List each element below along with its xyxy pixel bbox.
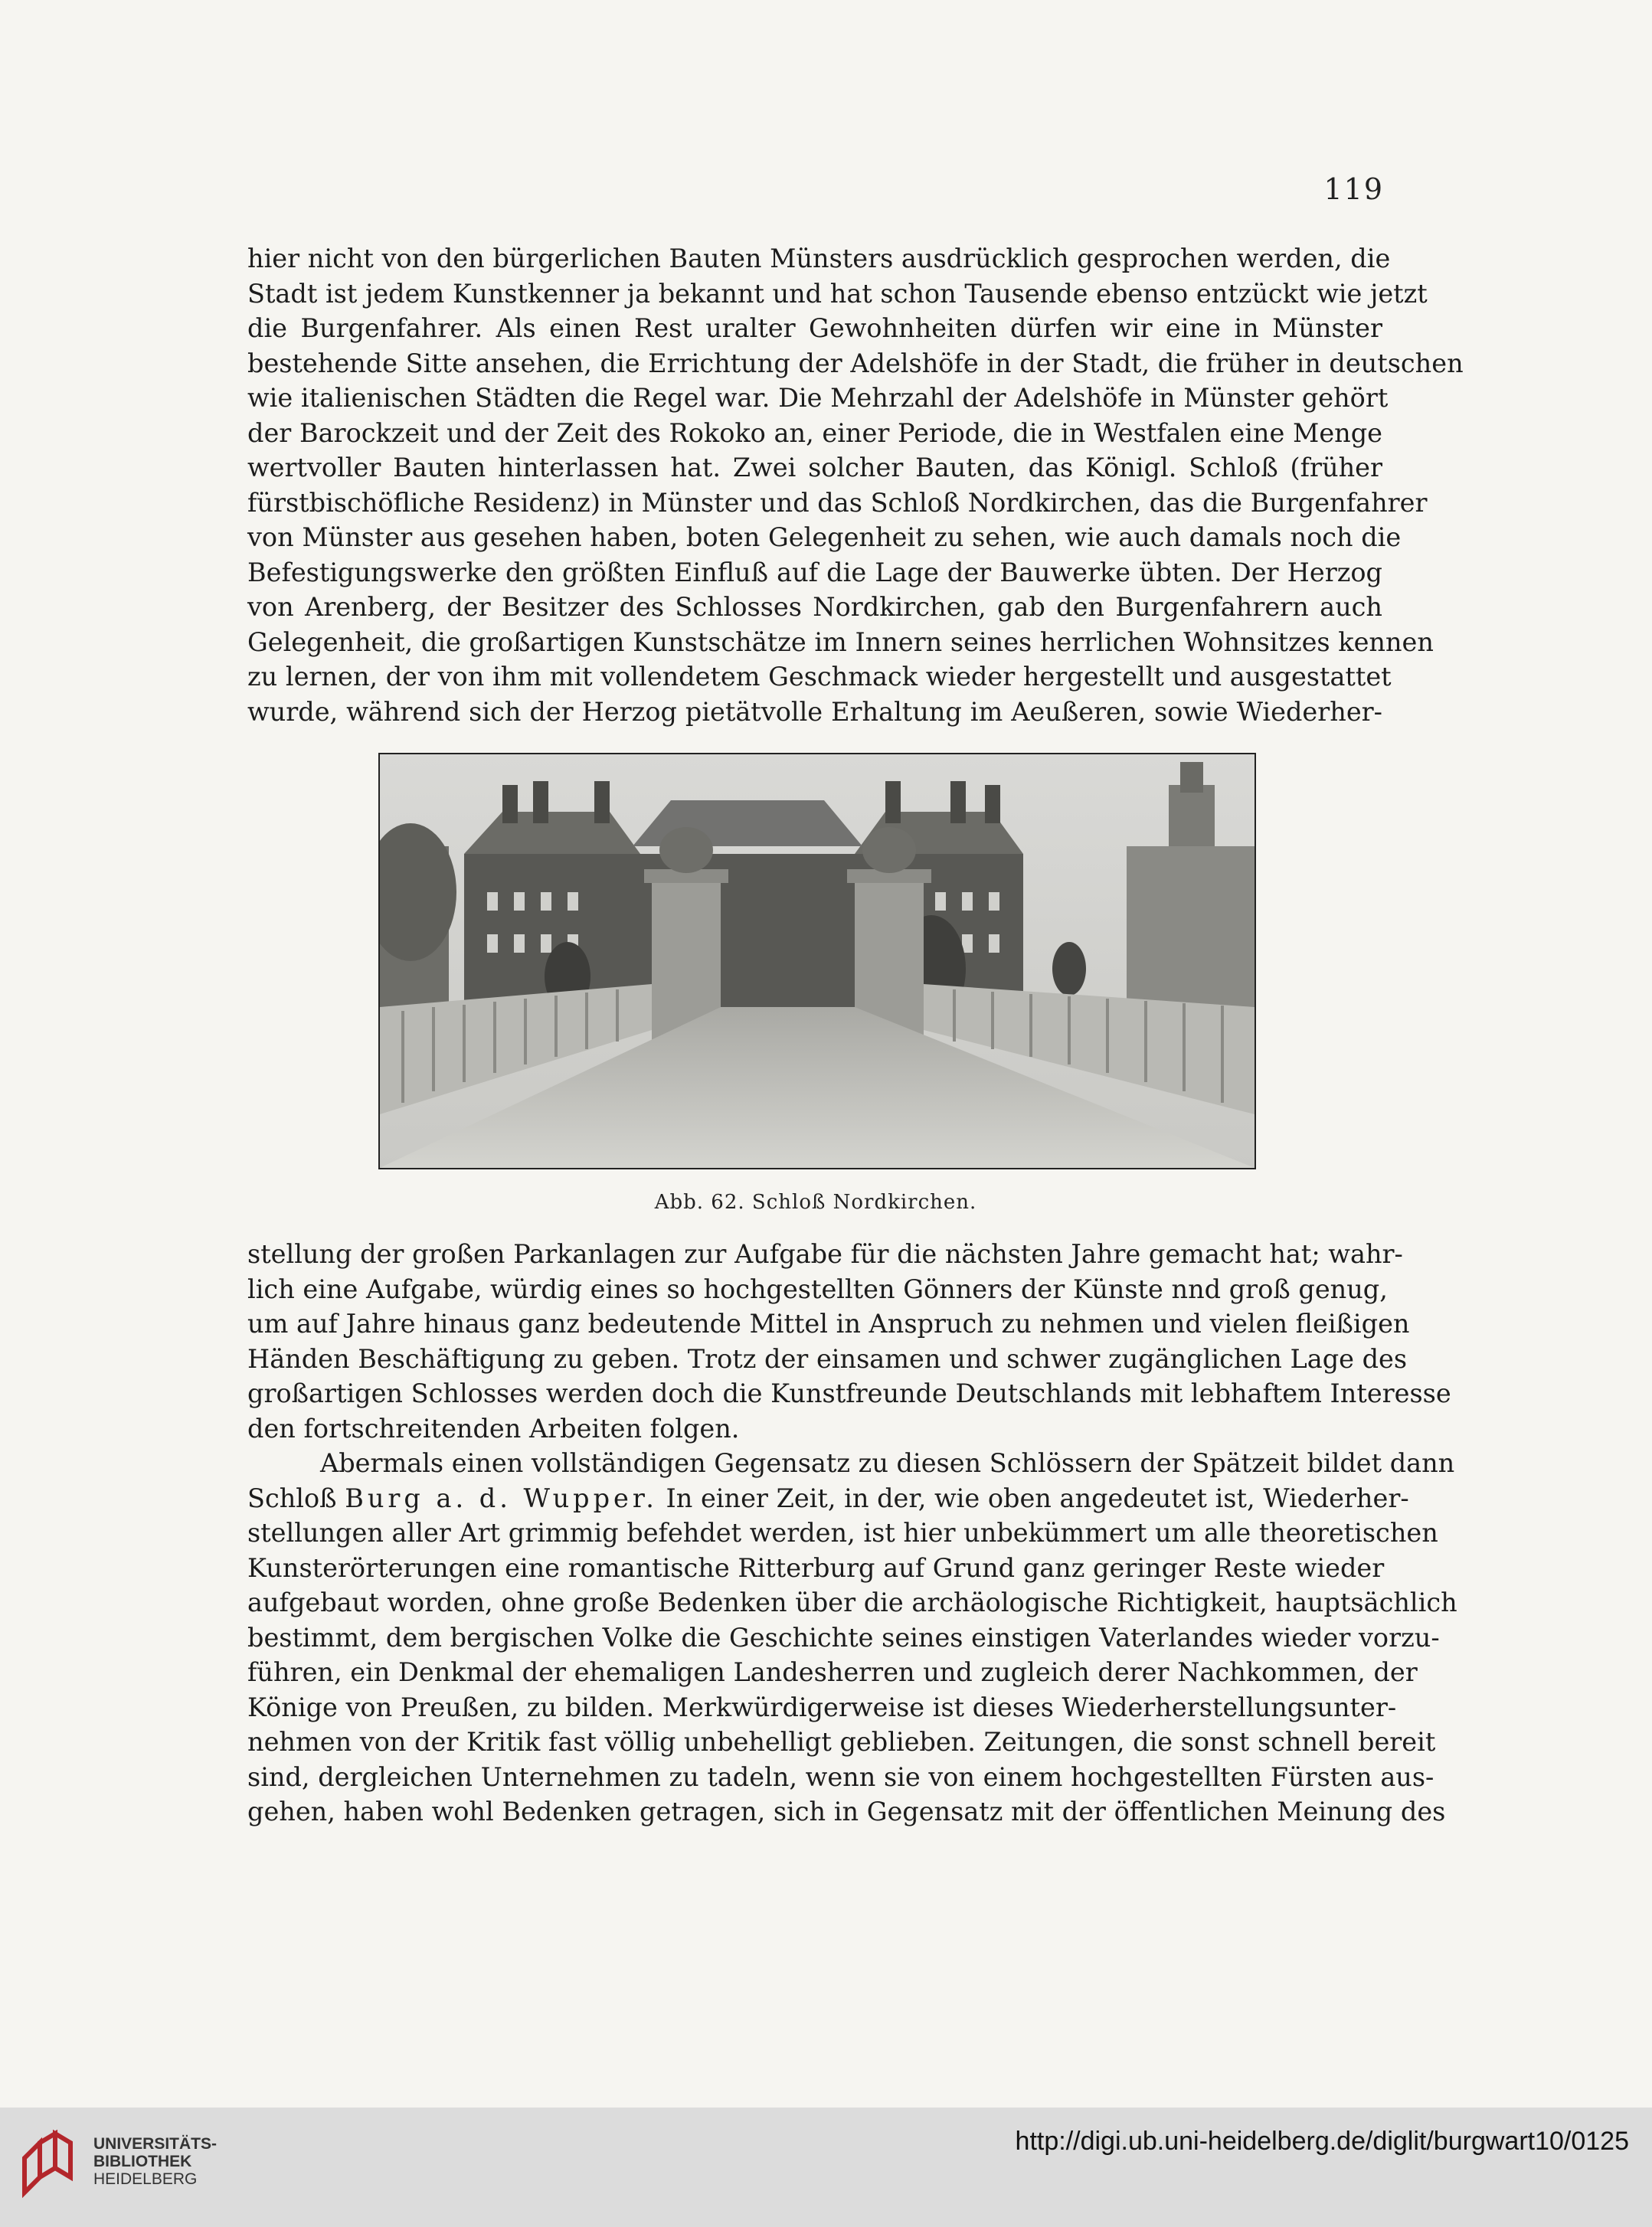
text-line: bestehende Sitte ansehen, die Errichtung der Adelshöfe in der Stadt, die früher in deutschen bbox=[247, 348, 1464, 378]
text-line: Stadt ist jedem Kunstkenner ja bekannt und hat schon Tausende ebenso entzückt wie jetzt bbox=[247, 278, 1428, 309]
text-line: stellungen aller Art grimmig befehdet werden, ist hier unbekümmert um alle theoretischen bbox=[247, 1518, 1438, 1548]
text-line: von Münster aus gesehen haben, boten Gelegenheit zu sehen, wie auch damals noch die bbox=[247, 522, 1402, 552]
text-segment: In einer Zeit, in der, wie oben angedeutet ist, Wiederher- bbox=[657, 1483, 1409, 1513]
library-logo-text bbox=[93, 2135, 217, 2188]
text-line: wie italienischen Städten die Regel war. Die Mehrzahl der Adelshöfe in Münster gehört bbox=[247, 383, 1389, 413]
paragraph-lower bbox=[247, 1237, 1457, 1830]
text-line: den fortschreitenden Arbeiten folgen. bbox=[247, 1413, 740, 1444]
page-number: 119 bbox=[1323, 172, 1384, 206]
text-line: fürstbischöfliche Residenz) in Münster und das Schloß Nordkirchen, das die Burgenfahrer bbox=[247, 487, 1428, 518]
text-line: großartigen Schlosses werden doch die Kunstfreunde Deutschlands mit lebhaftem Interesse bbox=[247, 1378, 1451, 1408]
footer-bar bbox=[0, 2108, 1652, 2227]
text-line: Könige von Preußen, zu bilden. Merkwürdigerweise ist dieses Wiederherstellungsunter- bbox=[247, 1692, 1397, 1722]
paragraph-upper bbox=[247, 241, 1464, 729]
text-line: der Barockzeit und der Zeit des Rokoko an, einer Periode, die in Westfalen eine Menge bbox=[247, 417, 1382, 448]
text-segment: Schloß bbox=[247, 1483, 345, 1513]
logo-line: BIBLIOTHEK bbox=[93, 2153, 192, 2170]
text-line: Händen Beschäftigung zu geben. Trotz der einsamen und schwer zugänglichen Lage des bbox=[247, 1343, 1408, 1374]
spaced-place-name: Burg a. d. Wupper. bbox=[345, 1483, 658, 1513]
permalink-url[interactable]: http://digi.ub.uni-heidelberg.de/diglit/burgwart10/0125 bbox=[1015, 2127, 1629, 2156]
text-line: sind, dergleichen Unternehmen zu tadeln, wenn sie von einem hochgestellten Fürsten aus- bbox=[247, 1761, 1434, 1792]
text-line-with-spaced-name bbox=[247, 1481, 1409, 1516]
library-logo-icon[interactable] bbox=[17, 2127, 78, 2204]
text-line: zu lernen, der von ihm mit vollendetem Geschmack wieder hergestellt und ausgestattet bbox=[247, 662, 1392, 692]
text-line: hier nicht von den bürgerlichen Bauten Münsters ausdrücklich gesprochen werden, die bbox=[247, 244, 1391, 273]
text-line: die Burgenfahrer. Als einen Rest uralter Gewohnheiten dürfen wir eine in Münster bbox=[247, 313, 1382, 343]
text-line: lich eine Aufgabe, würdig eines so hochgestellten Gönners der Künste nnd groß genug, bbox=[247, 1274, 1388, 1304]
figure-caption: Abb. 62. Schloß Nordkirchen. bbox=[654, 1191, 977, 1214]
logo-line: UNIVERSITÄTS- bbox=[93, 2135, 218, 2153]
text-line: Befestigungswerke den größten Einfluß auf die Lage der Bauwerke übten. Der Herzog bbox=[247, 557, 1382, 587]
text-line: wertvoller Bauten hinterlassen hat. Zwei solcher Bauten, das Königl. Schloß (früher bbox=[247, 453, 1382, 482]
text-line: führen, ein Denkmal der ehemaligen Landesherren und zugleich derer Nachkommen, der bbox=[247, 1657, 1418, 1687]
text-line: stellung der großen Parkanlagen zur Aufgabe für die nächsten Jahre gemacht hat; wahr- bbox=[247, 1239, 1403, 1269]
text-line: von Arenberg, der Besitzer des Schlosses Nordkirchen, gab den Burgenfahrern auch bbox=[247, 592, 1382, 622]
castle-photo-image bbox=[380, 754, 1255, 1168]
figure-photo-schloss bbox=[378, 753, 1256, 1169]
text-line: aufgebaut worden, ohne große Bedenken über die archäologische Richtigkeit, hauptsächlich bbox=[247, 1588, 1457, 1617]
text-line: um auf Jahre hinaus ganz bedeutende Mittel in Anspruch zu nehmen und vielen fleißigen bbox=[247, 1309, 1410, 1339]
text-line: bestimmt, dem bergischen Volke die Geschichte seines einstigen Vaterlandes wieder vorzu- bbox=[247, 1622, 1440, 1653]
text-line: nehmen von der Kritik fast völlig unbehelligt geblieben. Zeitungen, die sonst schnell bereit bbox=[247, 1727, 1436, 1757]
text-line: Abermals einen vollständigen Gegensatz zu diesen Schlössern der Spätzeit bildet dann bbox=[320, 1448, 1455, 1478]
text-line: Kunsterörterungen eine romantische Ritterburg auf Grund ganz geringer Reste wieder bbox=[247, 1552, 1385, 1583]
text-line: wurde, während sich der Herzog pietätvolle Erhaltung im Aeußeren, sowie Wiederher- bbox=[247, 696, 1382, 727]
logo-line: HEIDELBERG bbox=[93, 2170, 198, 2188]
text-line: gehen, haben wohl Bedenken getragen, sich in Gegensatz mit der öffentlichen Meinung des bbox=[247, 1797, 1446, 1826]
text-line: Gelegenheit, die großartigen Kunstschätze im Innern seines herrlichen Wohnsitzes kennen bbox=[247, 626, 1434, 657]
